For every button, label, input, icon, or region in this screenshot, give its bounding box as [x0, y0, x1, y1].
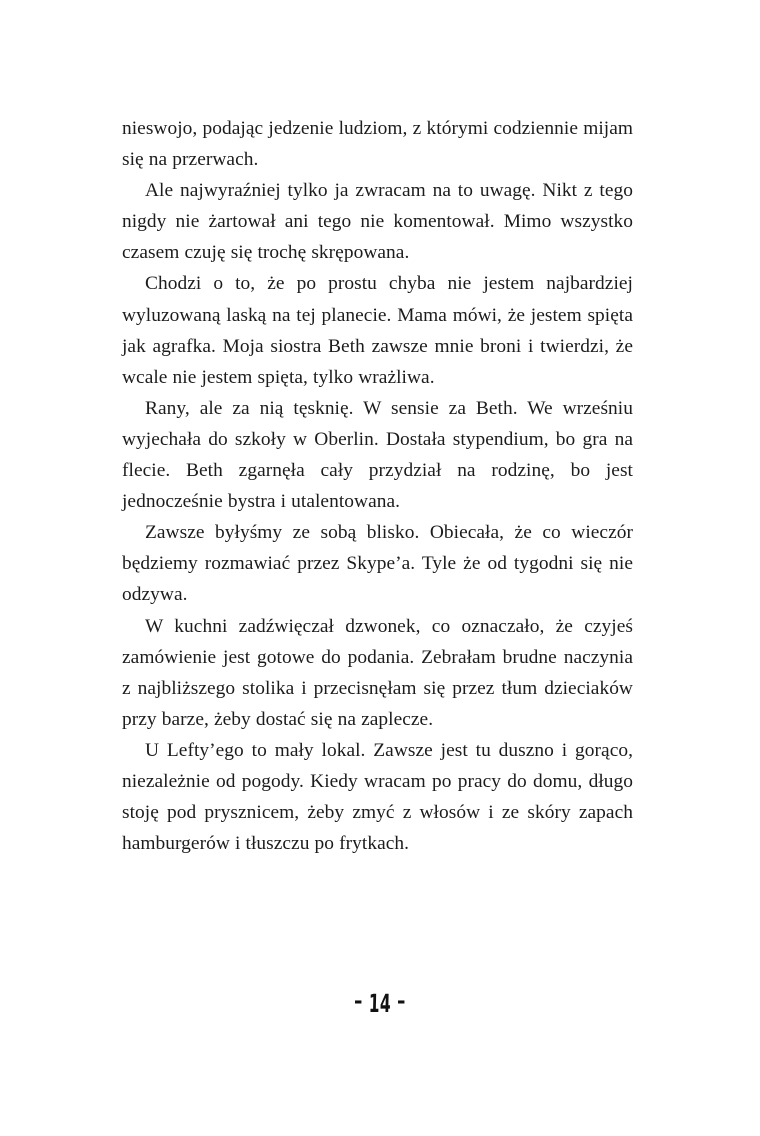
page-number-folio [0, 986, 760, 1019]
paragraph: nieswojo, podając jedzenie ludziom, z którymi codziennie mijam się na przerwach. [122, 118, 633, 171]
paragraph: U Lefty’ego to mały lokal. Zawsze jest tu duszno i gorąco, niezależnie od pogody. Kiedy wracam po pracy do domu, długo stoję pod prysznicem, żeby zmyć z włosów i ze skóry zapach hamburgerów i tłuszczu po frytkach. [122, 739, 633, 855]
paragraph: Chodzi o to, że po prostu chyba nie jestem najbardziej wyluzowaną laską na tej planecie. Mama mówi, że jestem spięta jak agrafka. Moja siostra Beth zawsze mnie broni i twierdzi, że wcale nie jestem spięta, tylko wrażliwa. [122, 273, 633, 388]
folio-number: 14 [368, 989, 392, 1018]
folio-left-dash: - [353, 989, 364, 1013]
folio-right-dash: - [396, 989, 407, 1013]
paragraph: W kuchni zadźwięczał dzwonek, co oznaczało, że czyjeś zamówienie jest gotowe do podania. Zebrałam brudne naczynia z najbliższego stolika i przecisnęłam się przez tłum dzieciaków przy barze, żeby dostać się na zaplecze. [122, 615, 633, 730]
paragraph: Ale najwyraźniej tylko ja zwracam na to uwagę. Nikt z tego nigdy nie żartował ani tego nie komentował. Mimo wszystko czasem czuję się trochę skrępowana. [122, 180, 633, 264]
paragraph: Zawsze byłyśmy ze sobą blisko. Obiecała, że co wieczór będziemy rozmawiać przez Skype’a. Tyle że od tygodni się nie odzywa. [122, 522, 633, 606]
paragraph: Rany, ale za nią tęsknię. W sensie za Beth. We wrześniu wyjechała do szkoły w Oberlin. Dostała stypendium, bo gra na flecie. Beth zgarnęła cały przydział na rodzinę, bo jest jednocześnie bystra i utalentowana. [122, 397, 633, 513]
page-text-block [122, 113, 633, 859]
